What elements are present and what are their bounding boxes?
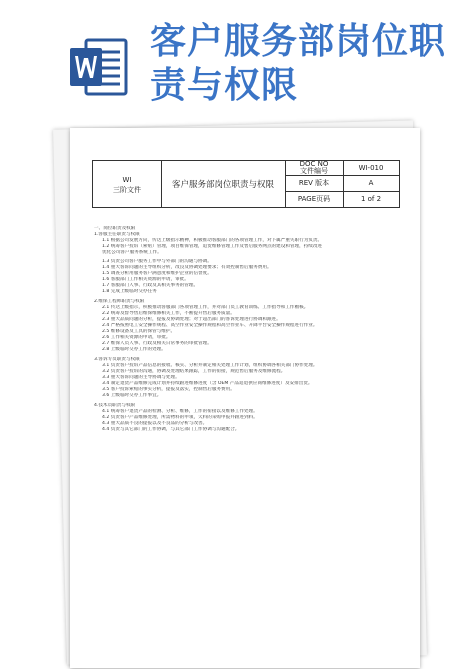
body-line: 1.1 根据公司发展方向，传达上级指示精神，积极推动客服部门的各项管理工作，对下属严重失职行为负责。 — [102, 238, 323, 243]
rev-label: REV 版本 — [285, 176, 343, 191]
rev-value: A — [343, 176, 399, 191]
body-line: 3.5 客户投诉索赔的事实分析，提报及落实，控制售后服务费用。 — [102, 387, 235, 392]
page-value: 1 of 2 — [360, 194, 382, 203]
doc-type-cell — [93, 161, 162, 207]
body-line: 3.2 负责客户投诉的沟通，协调及处理结果跟踪，工作的衔接，规范售后服务及维修流程。 — [102, 369, 286, 374]
body-line: 优化公司客户服务系统工作。 — [102, 250, 162, 255]
body-line: 2.5 维修设备及工具的保管与维护。 — [102, 329, 176, 334]
header-value-column — [343, 161, 399, 207]
body-line: 一、岗位职责及权限 — [94, 226, 136, 231]
doc-no-value: WI-010 — [343, 161, 399, 176]
body-line: 2.2 统筹及督导售后维保维修相关工作，不断提升售后服务质量。 — [102, 311, 235, 316]
body-line: 2.8 上级临时交办工作的处理。 — [102, 347, 166, 352]
body-line: 2.4 严格按照电工安全操作规程、高空作业安全操作规程和高空作业车、升降平台安全操作规程进行作业。 — [102, 323, 318, 328]
doc-title-cell: 客户服务部岗位职责与权限 — [161, 161, 286, 207]
body-line: 3.1 负责客户投诉产品信息的接收、核实、分析并制定相关处理工作计划，组织协调各相关部门协作处理。 — [102, 363, 318, 368]
banner — [0, 0, 474, 120]
document-body — [94, 222, 404, 433]
body-line: 3.3 重大客诉问题的主导协调与处理。 — [102, 375, 180, 380]
body-line: 1.2 统筹客户投诉（索赔）管理，项目维保管理，追货维修管理工作及售后服务网点的建设和管理，持续改进 — [102, 244, 323, 249]
doc-no-label-en: DOC NO — [299, 160, 329, 169]
word-document-icon — [68, 36, 130, 98]
body-line: 4.技术员职责与权限 — [94, 403, 136, 408]
body-line: 4.3 重大品质不良的提报以及不良品的分析与改善。 — [102, 421, 208, 426]
header-label-column — [285, 161, 344, 207]
page-title — [150, 20, 446, 108]
doc-no-label-cn: 文件编号 — [300, 167, 328, 176]
body-line: 2.1 传达上级指示，积极推动客服部门各项管理工作，并对部门员工教育训练、工作指导和工作稽核。 — [102, 305, 309, 310]
doc-type-level: 三阶文件 — [113, 186, 141, 194]
title-line-2: 责与权限 — [150, 65, 299, 106]
body-line: 4.4 负责与其它部门的工作协调，与其它部门工作协调与沟通配合。 — [102, 427, 240, 432]
document-page — [70, 128, 420, 668]
body-line: 3.6 上级临时交办工作事宜。 — [102, 393, 162, 398]
body-line: 1.6 客服部门工作相关资源的申请，审批。 — [102, 277, 189, 282]
title-line-1: 客户服务部岗位职 — [150, 21, 447, 62]
body-line: 2.6 工作相关资源的申请，审批。 — [102, 335, 171, 340]
body-line: 1.客服主任职责与权限 — [94, 232, 140, 237]
page-label: PAGE页码 — [297, 194, 331, 203]
body-line: 1.5 调查分析用服务客户满意度和维护企业的信誉度。 — [102, 271, 212, 276]
body-line: 3.客诉专员职责与权限 — [94, 357, 140, 362]
document-header-table — [92, 160, 400, 208]
body-line: 1.4 重大客诉问题的主导组织分析，改良及协调处理要求；有效控制售后服务费用。 — [102, 265, 272, 270]
body-line: 2.维保工程师职责与权限 — [94, 299, 145, 304]
body-line: 1.8 完成上级临时交办任务 — [102, 289, 157, 294]
body-line: 4.1 统筹客户退货产品的检测、分析、维修，工作的衔接以及维修工作处理。 — [102, 409, 258, 414]
body-line: 3.4 制定退货产品维修完成计划并持续跟进维修进度（含 OEM 产品追退供应商维修进度）及安排出货。 — [102, 381, 313, 386]
doc-no-label-cell — [285, 161, 343, 176]
body-line: 4.2 负责客户产品维修处理，所需物料的申领，欠料的采购申报并跟进到料。 — [102, 415, 258, 420]
doc-type-code: WI — [122, 176, 132, 184]
body-line: 2.7 维保人员人事、行政及相关日常事务的审批管理。 — [102, 341, 212, 346]
body-line: 2.3 重大品质问题的分析，提报及协调处理；对于超出部门的客诉处理进行协调和跟进。 — [102, 317, 281, 322]
body-line: 1.3 负责公司客户服务工作中与外部门的沟通与协调。 — [102, 259, 212, 264]
body-line: 1.7 客服部门人事、行政及其相关事务的管理。 — [102, 283, 199, 288]
